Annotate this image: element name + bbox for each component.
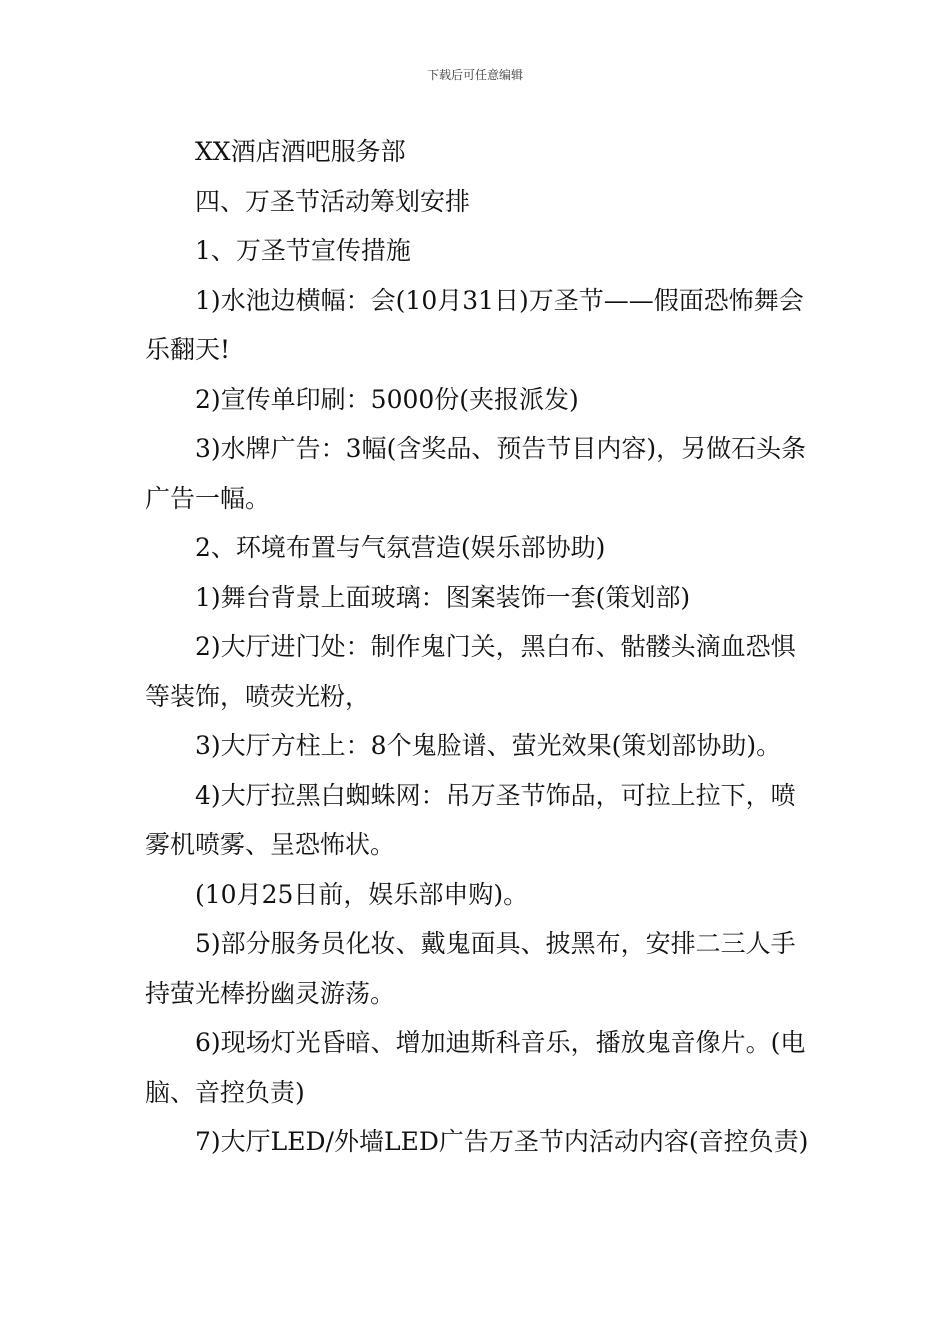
paragraph-department: XX酒店酒吧服务部 xyxy=(195,137,406,166)
document-body xyxy=(145,127,810,1167)
paragraph-pillars: 3)大厅方柱上：8个鬼脸谱、萤光效果(策划部协助)。 xyxy=(195,731,782,760)
paragraph-flyer: 2)宣传单印刷：5000份(夹报派发) xyxy=(195,384,579,414)
paragraph-led-ads: 7)大厅LED/外墙LED广告万圣节内活动内容(音控负责) xyxy=(195,1127,809,1156)
paragraph-staff-costume: 5)部分服务员化妆、戴鬼面具、披黑布，安排二三人手持萤光棒扮幽灵游荡。 xyxy=(145,929,796,1008)
page-header-note: 下载后可任意编辑 xyxy=(426,68,523,82)
paragraph-stage-glass: 1)舞台背景上面玻璃：图案装饰一套(策划部) xyxy=(195,582,691,612)
paragraph-purchase-note: (10月25日前，娱乐部申购)。 xyxy=(195,879,529,909)
paragraph-section-title: 四、万圣节活动筹划安排 xyxy=(195,186,471,216)
paragraph-lighting-music: 6)现场灯光昏暗、增加迪斯科音乐，播放鬼音像片。(电脑、音控负责) xyxy=(145,1028,806,1107)
paragraph-banner: 1)水池边横幅：会(10月31日)万圣节——假面恐怖舞会乐翻天! xyxy=(145,285,804,364)
paragraph-signboard: 3)水牌广告：3幅(含奖品、预告节目内容)，另做石头条广告一幅。 xyxy=(145,434,807,513)
paragraph-entrance: 2)大厅进门处：制作鬼门关，黑白布、骷髅头滴血恐惧等装饰，喷荧光粉， xyxy=(145,632,796,711)
paragraph-subsection-environment: 2、环境布置与气氛营造(娱乐部协助) xyxy=(195,533,606,562)
paragraph-subsection-promotion: 1、万圣节宣传措施 xyxy=(195,236,411,265)
paragraph-spider-web: 4)大厅拉黑白蜘蛛网：吊万圣节饰品，可拉上拉下，喷雾机喷雾、呈恐怖状。 xyxy=(145,780,796,859)
